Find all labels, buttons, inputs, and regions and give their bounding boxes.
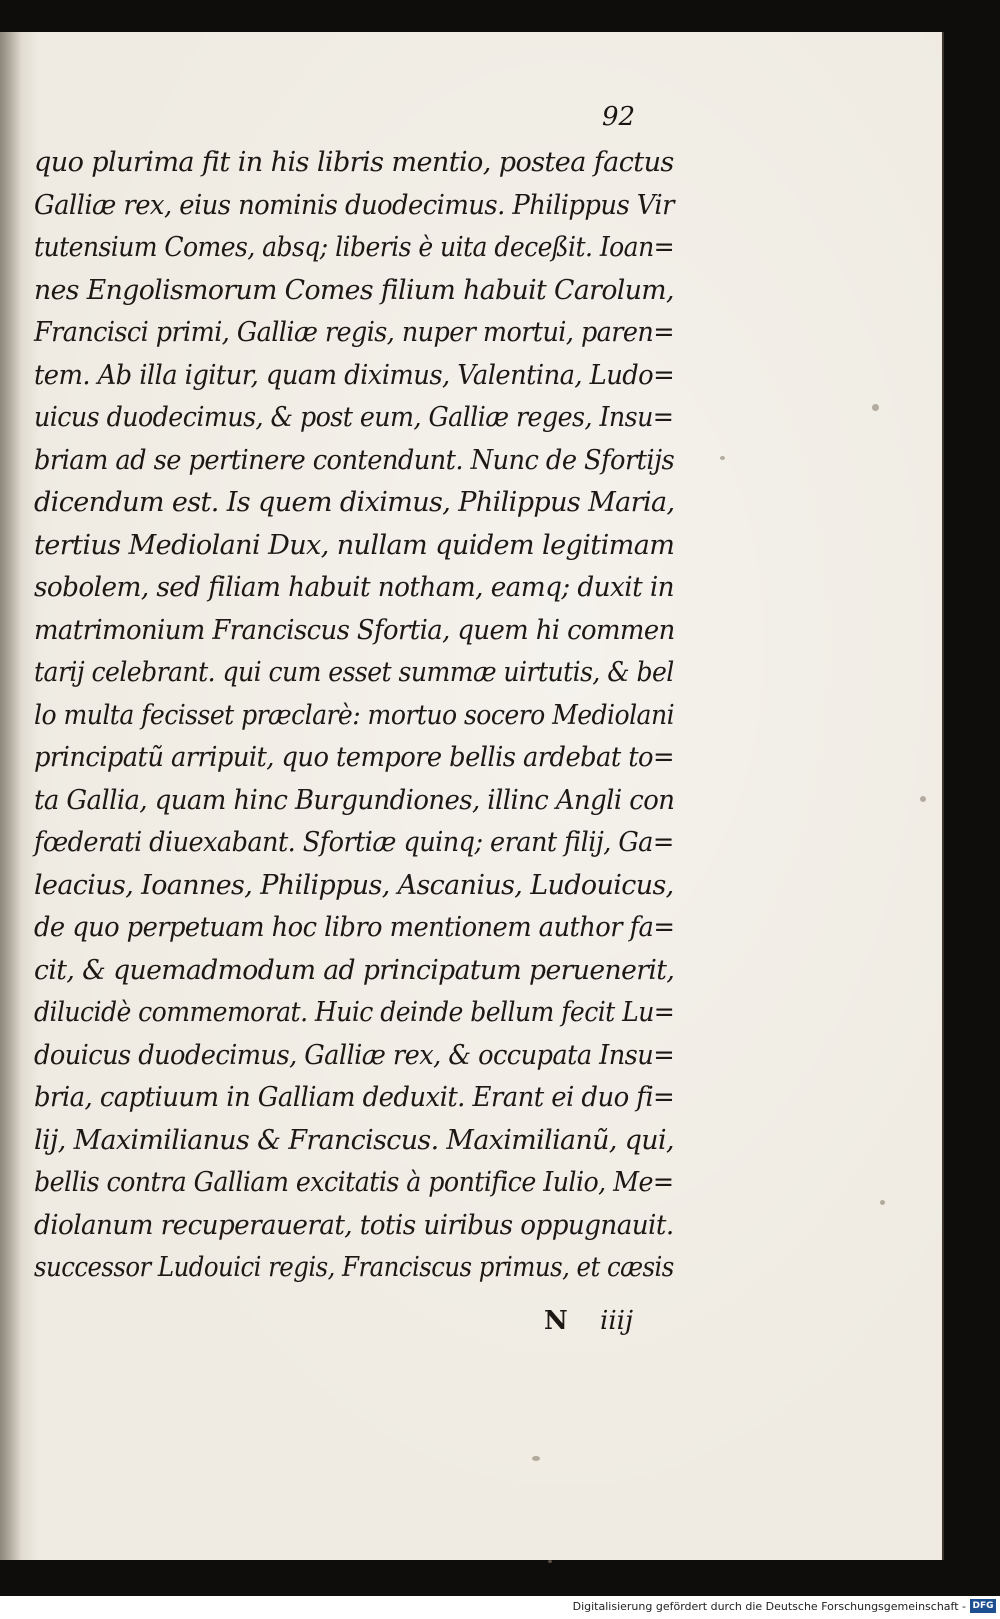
paper-speck	[548, 1560, 552, 1563]
paper-speck	[872, 404, 879, 411]
dfg-logo: DFG	[970, 1599, 996, 1613]
text-line: bellis contra Galliam excitatis à pontifice Iulio, Me=	[34, 1167, 674, 1198]
text-line: tertius Mediolani Dux, nullam quidem legitimam	[34, 529, 675, 561]
text-line: briam ad se pertinere contendunt. Nunc de Sfortijs	[34, 444, 675, 476]
signature-letter: N	[544, 1306, 568, 1336]
text-line: successor Ludouici regis, Franciscus primus, et cæsis	[34, 1252, 674, 1283]
paper-speck	[720, 456, 725, 460]
text-line: tem. Ab illa igitur, quam diximus, Valentina, Ludo=	[34, 359, 675, 391]
paper-speck	[532, 1456, 540, 1461]
text-line: quo plurima fit in his libris mentio, postea factus	[34, 147, 674, 178]
text-line: lij, Maximilianus & Franciscus. Maximilianũ, qui,	[34, 1124, 674, 1156]
body-text	[34, 142, 694, 1290]
text-line: sobolem, sed filiam habuit notham, eamq; duxit in	[34, 572, 675, 603]
text-line: douicus duodecimus, Galliæ rex, & occupata Insu=	[34, 1039, 675, 1071]
text-line: dicendum est. Is quem diximus, Philippus Maria,	[34, 487, 675, 518]
text-line: principatũ arripuit, quo tempore bellis ardebat to=	[34, 742, 674, 773]
text-line: matrimonium Franciscus Sfortia, quem hi commen	[34, 614, 675, 646]
text-line: bria, captiuum in Galliam deduxit. Erant ei duo fi=	[34, 1082, 675, 1113]
paper-speck	[880, 1200, 885, 1205]
text-line: uicus duodecimus, & post eum, Galliæ reges, Insu=	[34, 402, 674, 433]
text-line: diolanum recuperauerat, totis uiribus oppugnauit.	[34, 1209, 674, 1241]
page-number: 92	[602, 102, 636, 132]
text-line: de quo perpetuam hoc libro mentionem author fa=	[34, 912, 675, 943]
text-line: fœderati diuexabant. Sfortiæ quinq; erant filij, Ga=	[34, 827, 674, 858]
printer-signature	[544, 1306, 633, 1336]
funding-credit: Digitalisierung gefördert durch die Deutsche Forschungsgemeinschaft -	[572, 1600, 966, 1613]
text-line: nes Engolismorum Comes filium habuit Carolum,	[34, 274, 674, 306]
text-line: Galliæ rex, eius nominis duodecimus. Philippus Vir	[34, 189, 674, 221]
text-line: tarij celebrant. qui cum esset summæ uirtutis, & bel	[34, 657, 674, 688]
signature-number: iiij	[600, 1306, 634, 1336]
text-line: cit, & quemadmodum ad principatum peruenerit,	[34, 954, 675, 986]
gutter-shadow	[0, 32, 22, 1560]
text-line: dilucidè commemorat. Huic deinde bellum fecit Lu=	[34, 997, 675, 1028]
text-line: lo multa fecisset præclarè: mortuo socero Mediolani	[34, 699, 675, 731]
text-line: ta Gallia, quam hinc Burgundiones, illinc Angli con	[34, 784, 675, 816]
text-line: tutensium Comes, absq; liberis è uita deceßit. Ioan=	[34, 232, 675, 263]
paper-speck	[920, 796, 926, 802]
text-line: Francisci primi, Galliæ regis, nuper mortui, paren=	[34, 317, 675, 348]
text-line: leacius, Ioannes, Philippus, Ascanius, Ludouicus,	[34, 869, 674, 901]
